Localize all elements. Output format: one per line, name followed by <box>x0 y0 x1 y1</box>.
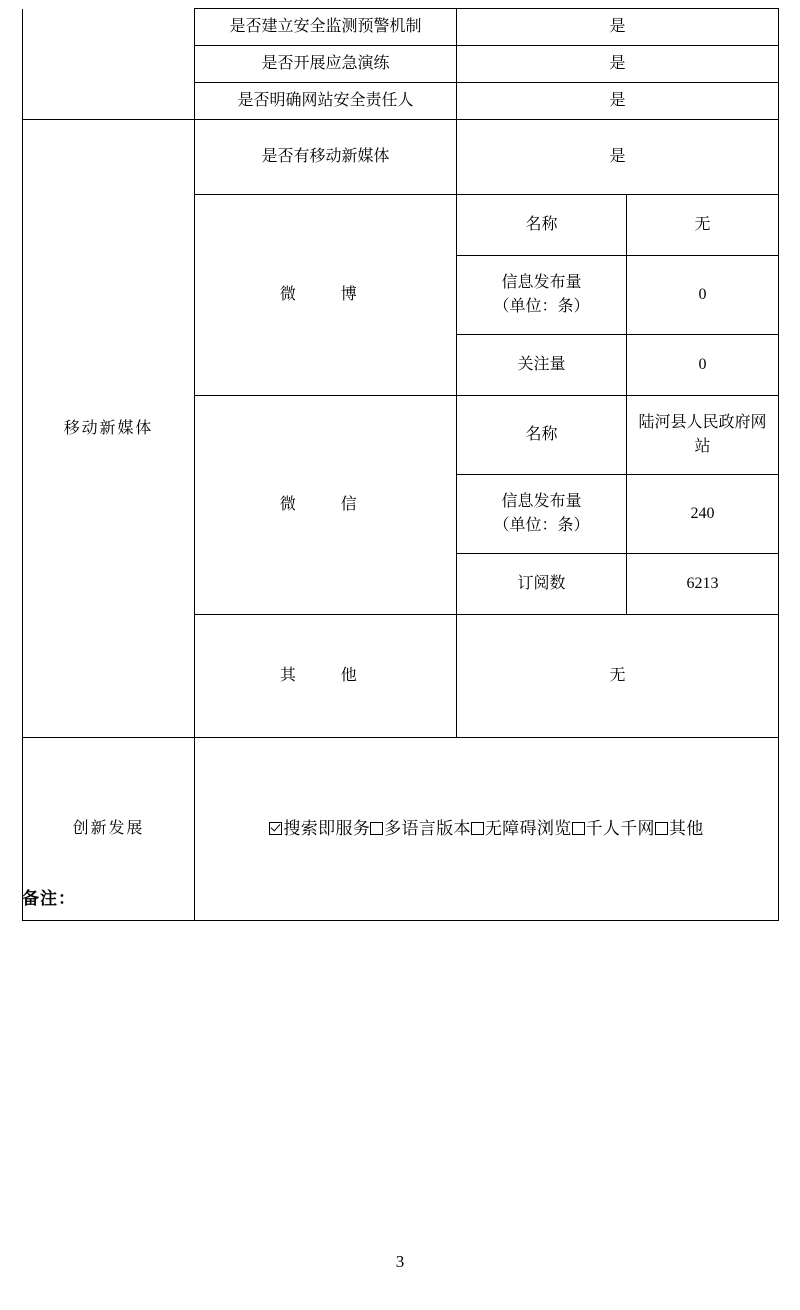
security-value-1: 是 <box>457 46 779 83</box>
checkbox-icon[interactable] <box>370 822 383 835</box>
innovation-option-1-label: 多语言版本 <box>384 819 471 839</box>
page-number: 3 <box>395 1252 405 1271</box>
innovation-option-1[interactable] <box>370 819 471 838</box>
innovation-option-4[interactable] <box>655 819 704 838</box>
security-label-0: 是否建立安全监测预警机制 <box>195 9 457 46</box>
weibo-field-name-2: 关注量 <box>457 335 627 396</box>
report-table <box>22 8 779 921</box>
innovation-options-cell <box>195 738 779 921</box>
weixin-field-value-0: 陆河县人民政府网站 <box>627 396 779 475</box>
weibo-field-name-1-line1: 信息发布量 <box>501 274 582 291</box>
weixin-field-name-0: 名称 <box>457 396 627 475</box>
has-new-media-label: 是否有移动新媒体 <box>195 120 457 195</box>
innovation-option-4-label: 其他 <box>668 819 704 839</box>
innovation-options-list <box>199 816 774 842</box>
security-label-2: 是否明确网站安全责任人 <box>195 83 457 120</box>
security-value-2: 是 <box>457 83 779 120</box>
innovation-label: 创新发展 <box>23 738 195 921</box>
checkbox-icon[interactable] <box>471 822 484 835</box>
weixin-field-value-1: 240 <box>627 475 779 554</box>
innovation-option-3[interactable] <box>572 819 655 838</box>
weibo-field-value-2: 0 <box>627 335 779 396</box>
weixin-field-name-1-line2: （单位：条） <box>493 517 590 534</box>
security-value-0: 是 <box>457 9 779 46</box>
weibo-field-value-1: 0 <box>627 256 779 335</box>
new-media-category-label: 移动新媒体 <box>23 120 195 738</box>
table-row <box>23 120 779 195</box>
note-label: 备注： <box>22 889 77 908</box>
weixin-field-value-2: 6213 <box>627 554 779 615</box>
other-media-label: 其 他 <box>195 615 457 738</box>
weixin-label: 微 信 <box>195 396 457 615</box>
innovation-option-0[interactable] <box>269 819 370 838</box>
table-row <box>23 9 779 46</box>
weibo-field-name-1 <box>457 256 627 335</box>
weibo-label: 微 博 <box>195 195 457 396</box>
security-category-cell <box>23 9 195 120</box>
other-media-value: 无 <box>457 615 779 738</box>
checkbox-icon[interactable] <box>572 822 585 835</box>
innovation-option-0-label: 搜索即服务 <box>283 819 371 839</box>
checkbox-checked-icon[interactable] <box>269 822 282 835</box>
innovation-option-2[interactable] <box>471 819 572 838</box>
weixin-field-name-1-line1: 信息发布量 <box>501 493 582 510</box>
innovation-option-3-label: 千人千网 <box>585 819 655 839</box>
weibo-field-name-1-line2: （单位：条） <box>493 298 590 315</box>
weixin-field-name-2: 订阅数 <box>457 554 627 615</box>
weibo-field-value-0: 无 <box>627 195 779 256</box>
innovation-option-2-label: 无障碍浏览 <box>484 819 572 839</box>
has-new-media-value: 是 <box>457 120 779 195</box>
weibo-field-name-0: 名称 <box>457 195 627 256</box>
security-label-1: 是否开展应急演练 <box>195 46 457 83</box>
weixin-field-name-1 <box>457 475 627 554</box>
checkbox-icon[interactable] <box>655 822 668 835</box>
table-row <box>23 738 779 921</box>
